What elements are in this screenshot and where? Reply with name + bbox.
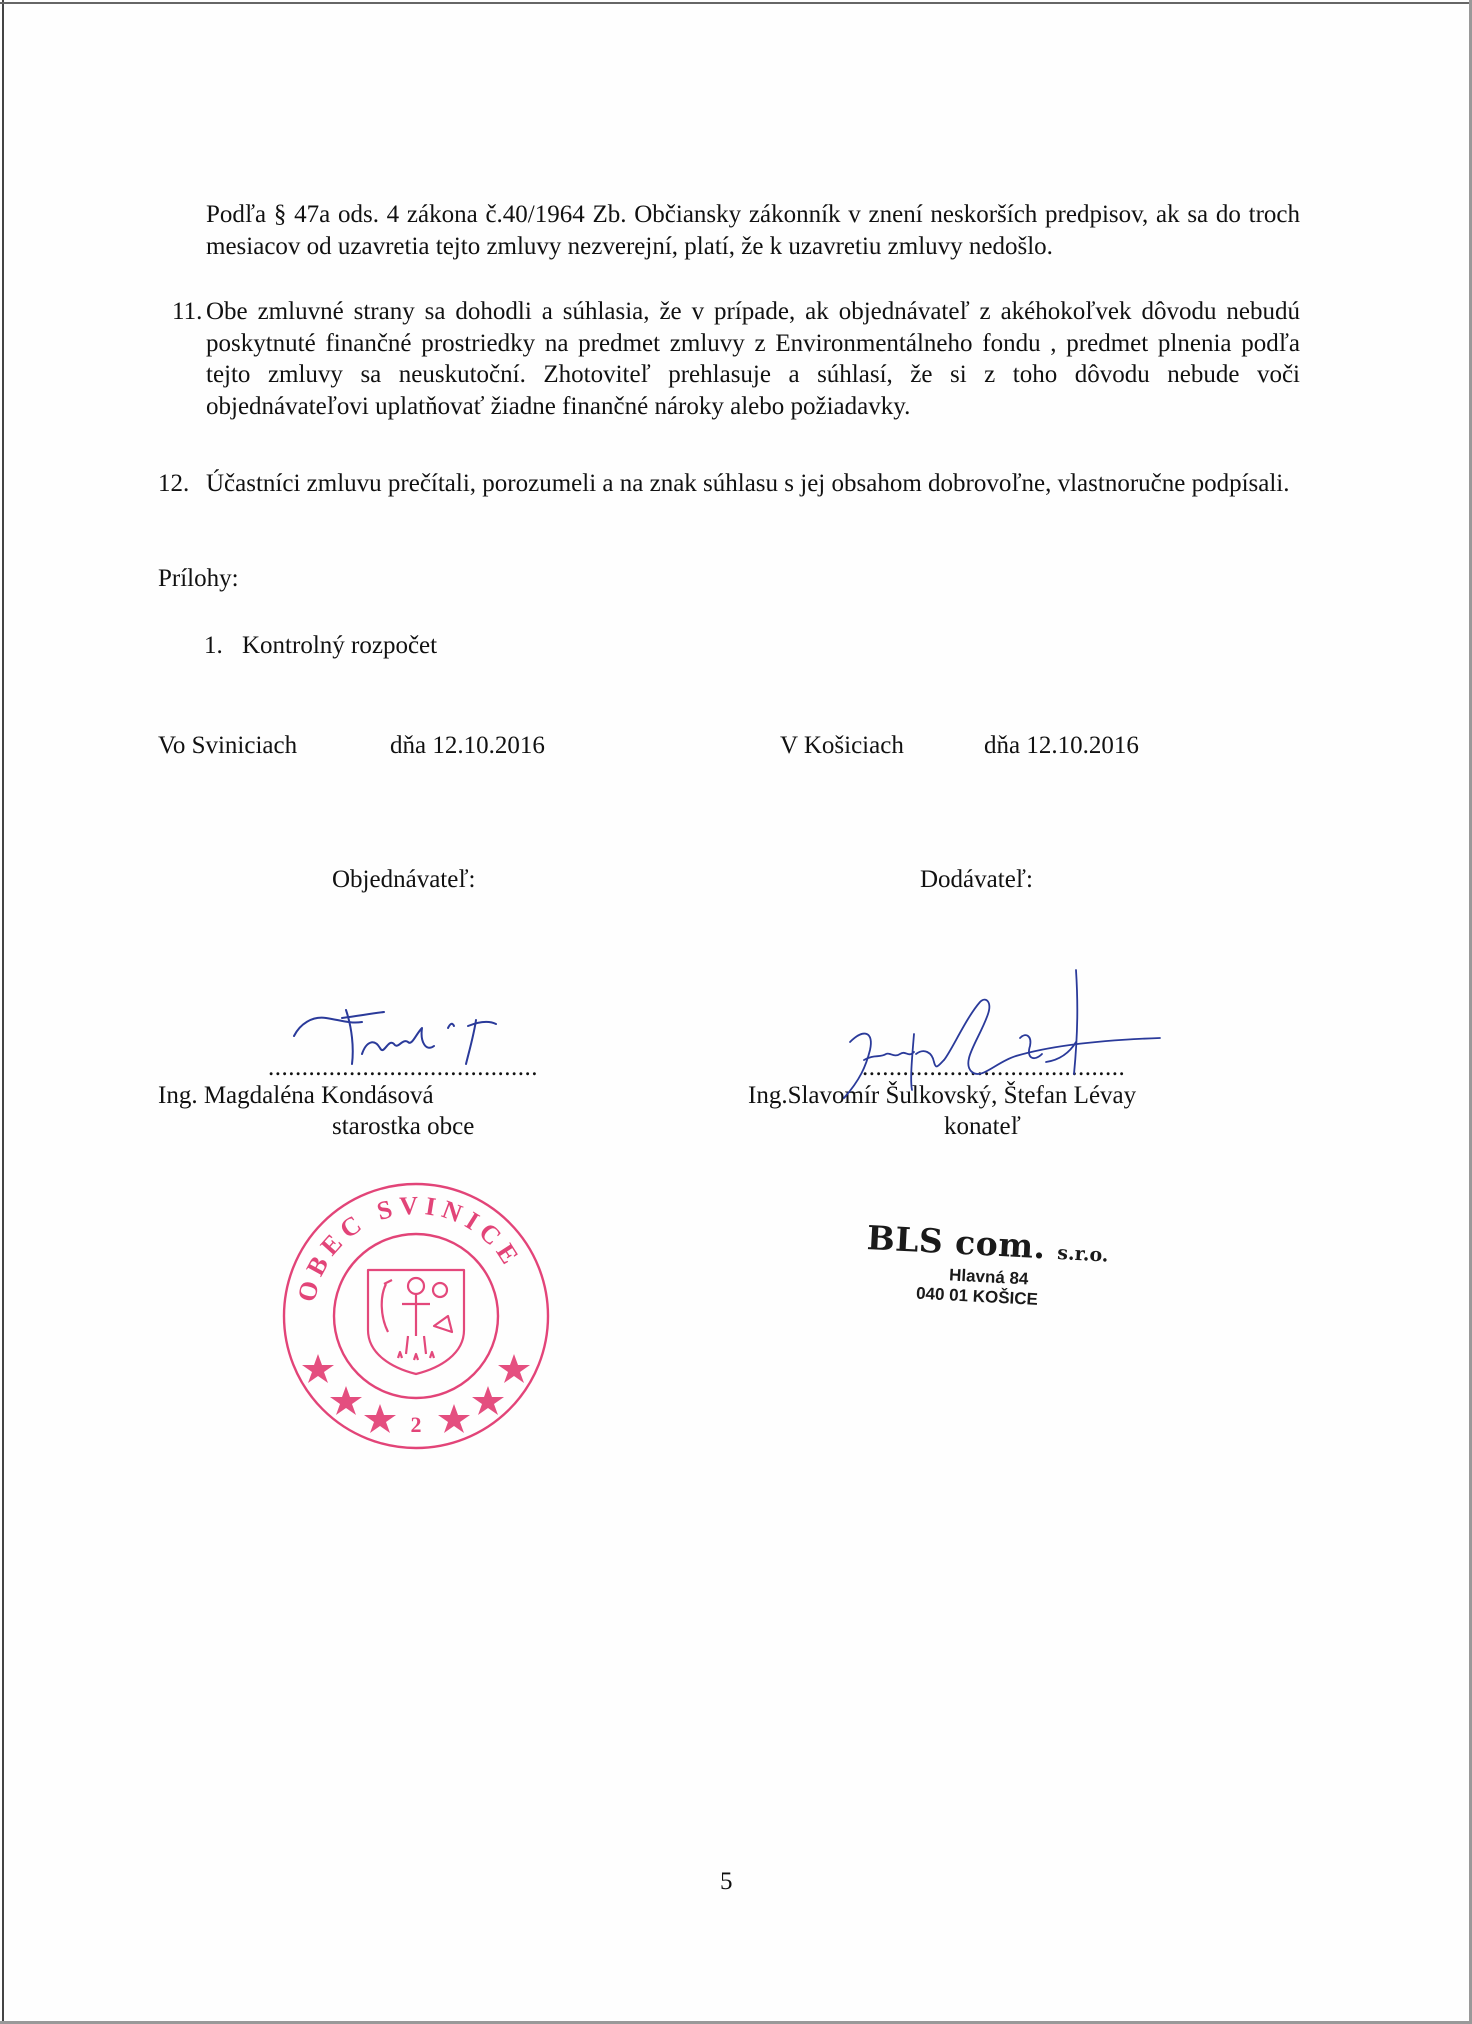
left-date: dňa 12.10.2016 xyxy=(390,732,545,759)
left-place: Vo Sviniciach xyxy=(158,732,298,759)
item-text: Účastníci zmluvu prečítali, porozumeli a na znak súhlasu s jej obsahom dobrovoľne, vlastnoručne podpísali. xyxy=(206,470,1290,497)
left-role: Objednávateľ: xyxy=(332,866,476,893)
attachment-number: 1. xyxy=(204,632,223,659)
company-stamp-street: Hlavná 84 xyxy=(948,1265,1029,1289)
right-signatory-title: konateľ xyxy=(944,1113,1021,1140)
left-handwritten-signature xyxy=(288,998,518,1078)
attachment-label: Kontrolný rozpočet xyxy=(242,632,438,659)
right-handwritten-signatures xyxy=(820,962,1180,1142)
scan-edge xyxy=(2,0,4,2024)
left-signatory-name: Ing. Magdaléna Kondásová xyxy=(158,1082,434,1109)
company-stamp xyxy=(864,1218,1148,1316)
right-date: dňa 12.10.2016 xyxy=(984,732,1139,759)
company-stamp-name: BLS com. xyxy=(865,1218,1047,1267)
company-stamp-city: 040 01 KOŠICE xyxy=(915,1283,1039,1309)
right-signatory-name: Ing.Slavomír Šulkovský, Štefan Lévay xyxy=(748,1082,1137,1109)
municipal-stamp xyxy=(276,1176,556,1456)
company-stamp-suffix: s.r.o. xyxy=(1056,1241,1110,1267)
item-text: Obe zmluvné strany sa dohodli a súhlasia, že v prípade, ak objednávateľ z akéhokoľvek dôvodu nebudú poskytnuté finančné prostriedky na predmet zmluvy z Environmentálneho fondu , predmet plnenia podľa tejto zmluvy sa neuskutoční. Zhotoviteľ prehlasuje a súhlasí, že si z toho dôvodu nebude voči objednávateľovi uplatňovať žiadne finančné nároky alebo požiadavky. xyxy=(206,298,1300,420)
page-number: 5 xyxy=(720,1868,733,1895)
left-signatory-title: starostka obce xyxy=(332,1113,475,1140)
left-signature-line: ........................................ xyxy=(268,1054,538,1081)
item-number: 12. xyxy=(158,470,190,497)
item-number: 11. xyxy=(172,298,203,325)
right-role: Dodávateľ: xyxy=(920,866,1033,893)
stamp-ring-text: OBEC SVINICE xyxy=(291,1190,528,1305)
scan-edge xyxy=(0,2,1472,4)
intro-paragraph: Podľa § 47a ods. 4 zákona č.40/1964 Zb. Občiansky zákonník v znení neskorších predpisov, ak sa do troch mesiacov od uzavretia tejto zmluvy nezverejní, platí, že k uzavretiu zmluvy nedošlo. xyxy=(206,201,1300,260)
right-signature-line: ....................................... xyxy=(862,1054,1126,1081)
attachments-heading: Prílohy: xyxy=(158,565,239,592)
stamp-number: 2 xyxy=(410,1412,422,1437)
right-place: V Košiciach xyxy=(780,732,904,759)
coat-of-arms-icon xyxy=(368,1270,464,1374)
